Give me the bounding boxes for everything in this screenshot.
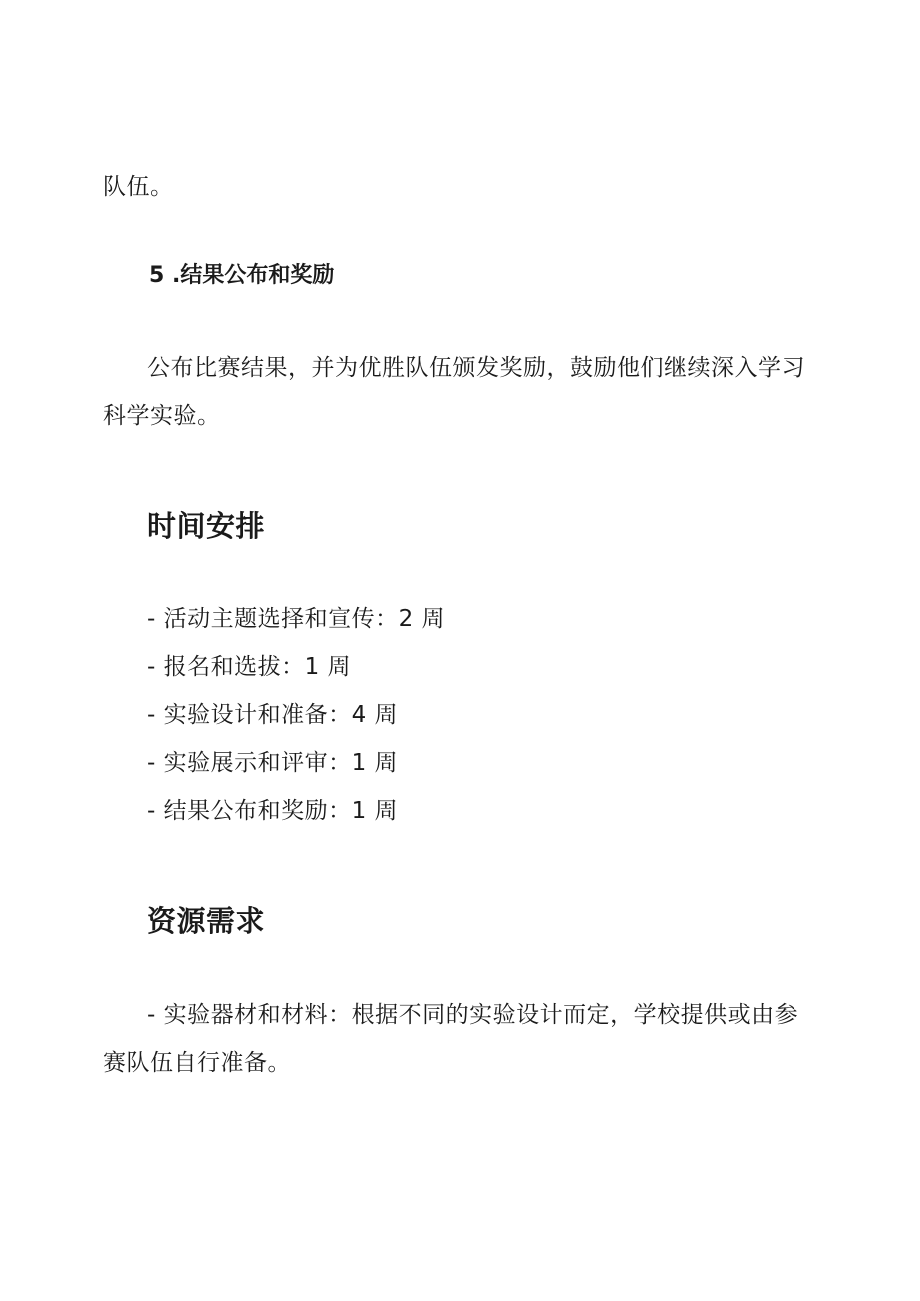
section-5-paragraph-line-2: 科学实验。 <box>103 403 221 429</box>
section-5-paragraph-line-1: 公布比赛结果，并为优胜队伍颁发奖励，鼓励他们继续深入学习 <box>147 355 805 381</box>
schedule-item-5: - 结果公布和奖励：1 周 <box>147 798 399 824</box>
schedule-item-4: - 实验展示和评审：1 周 <box>147 750 399 776</box>
resources-item-line-2: 赛队伍自行准备。 <box>103 1050 291 1076</box>
schedule-item-1: - 活动主题选择和宣传：2 周 <box>147 606 446 632</box>
schedule-item-2: - 报名和选拔：1 周 <box>147 654 352 680</box>
resources-heading: 资源需求 <box>147 904 266 938</box>
schedule-heading: 时间安排 <box>147 509 266 543</box>
continued-paragraph-fragment: 队伍。 <box>103 174 174 200</box>
resources-item-line-1: - 实验器材和材料：根据不同的实验设计而定，学校提供或由参 <box>147 1002 799 1028</box>
section-5-title: 5 .结果公布和奖励 <box>149 263 335 288</box>
schedule-item-3: - 实验设计和准备：4 周 <box>147 702 399 728</box>
